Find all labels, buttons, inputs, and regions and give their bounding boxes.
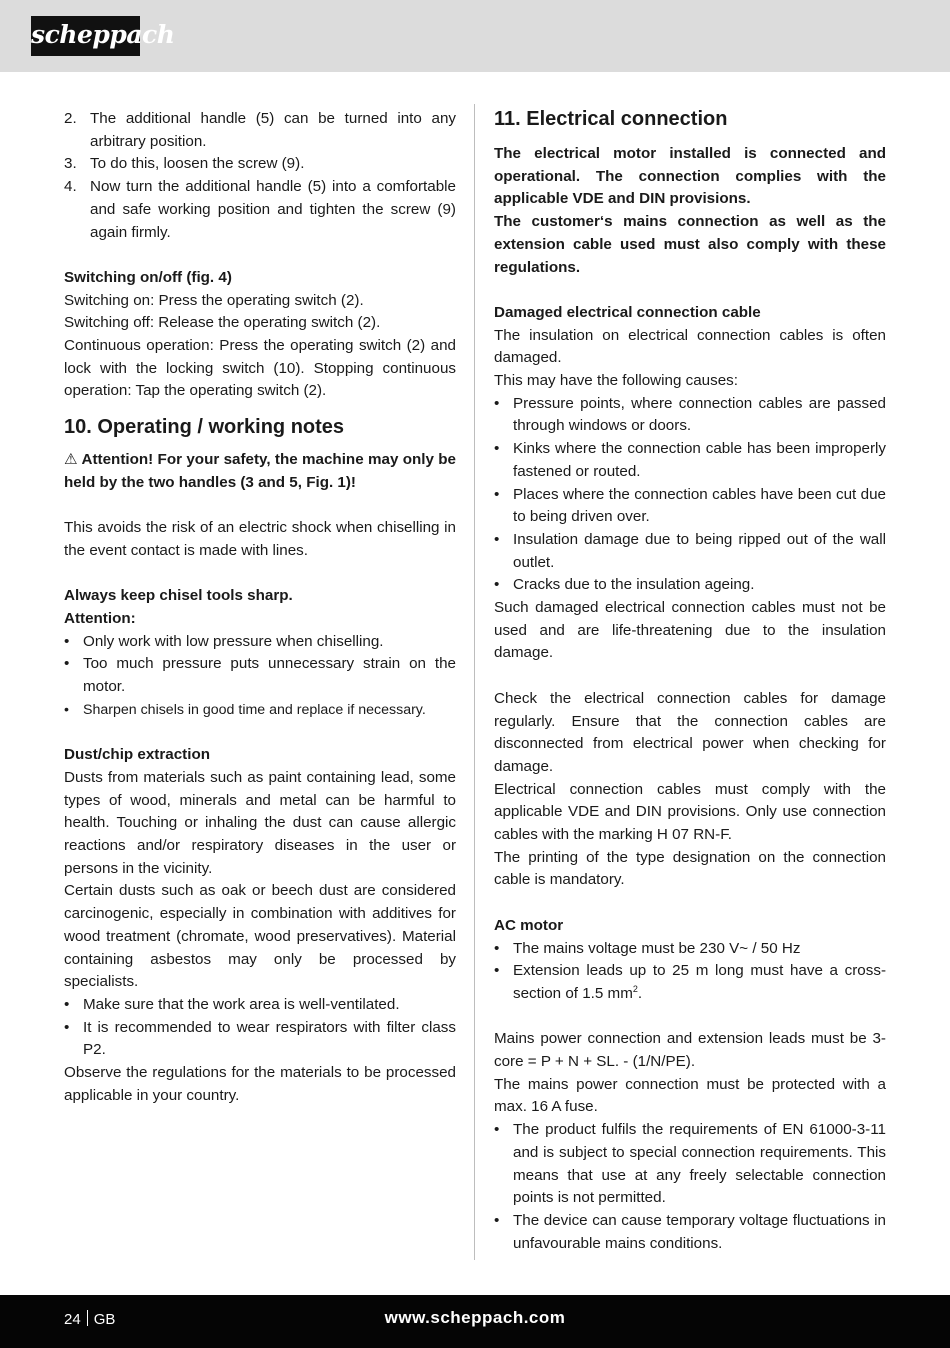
list-item: 2. The additional handle (5) can be turned into any arbitrary position. bbox=[64, 110, 456, 150]
mains-bullets bbox=[494, 1119, 886, 1255]
damage-causes-list bbox=[494, 393, 886, 597]
list-item: • Too much pressure puts unnecessary strain on the motor. bbox=[64, 653, 456, 698]
list-item: • Make sure that the work area is well-ventilated. bbox=[64, 994, 456, 1017]
list-item: • The device can cause temporary voltage fluctuations in unfavourable mains conditions. bbox=[494, 1210, 886, 1255]
chisel-bullets bbox=[64, 631, 456, 722]
ac-motor-title: AC motor bbox=[494, 916, 564, 934]
right-column bbox=[494, 108, 886, 1255]
continuous-operation-text: Continuous operation: Press the operating switch (2) and lock with the locking switch (10). Stopping continuous operation: Tap the operating switch (2). bbox=[64, 337, 456, 400]
list-item: • The product fulfils the requirements of EN 61000-3-11 and is subject to special connection requirements. This means that use at any freely selectable connection points is not permitted. bbox=[494, 1119, 886, 1210]
left-column bbox=[64, 108, 456, 1107]
list-item: • Only work with low pressure when chiselling. bbox=[64, 631, 456, 654]
dust-paragraph-3: Observe the regulations for the materials to be processed applicable in your country. bbox=[64, 1064, 456, 1104]
dust-title: Dust/chip extraction bbox=[64, 746, 210, 764]
list-item: • Kinks where the connection cable has been improperly fastened or routed. bbox=[494, 438, 886, 483]
website-url[interactable]: www.scheppach.com bbox=[384, 1308, 566, 1327]
dust-paragraph-1: Dusts from materials such as paint containing lead, some types of wood, minerals and metal can be harmful to health. Touching or inhaling the dust can cause allergic reactions and/or respiratory diseases in the user or persons in the vicinity. bbox=[64, 768, 456, 877]
mains-paragraph-2: The mains power connection must be protected with a max. 16 A fuse. bbox=[494, 1075, 886, 1116]
handle-steps-list bbox=[64, 108, 456, 244]
damaged-cable-title: Damaged electrical connection cable bbox=[494, 303, 761, 321]
switching-off-text: Switching off: Release the operating switch (2). bbox=[64, 314, 381, 332]
list-item: 3. To do this, loosen the screw (9). bbox=[64, 155, 305, 173]
intro-paragraph-1: The electrical motor installed is connected and operational. The connection complies with the applicable VDE and DIN provisions. bbox=[494, 145, 886, 208]
mains-paragraph-1: Mains power connection and extension leads must be 3-core = P + N + SL. - (1/N/PE). bbox=[494, 1030, 886, 1071]
list-item: • Insulation damage due to being ripped out of the wall outlet. bbox=[494, 529, 886, 574]
scheppach-logo: scheppach bbox=[31, 16, 140, 56]
switching-on-text: Switching on: Press the operating switch (2). bbox=[64, 291, 364, 309]
damaged-paragraph-3: Such damaged electrical connection cables must not be used and are life-threatening due to the insulation damage. bbox=[494, 599, 886, 662]
warning-triangle-icon: ⚠ bbox=[64, 451, 78, 469]
page-number-label: 24 GB bbox=[64, 1311, 116, 1328]
damaged-paragraph-1: The insulation on electrical connection cables is often damaged. bbox=[494, 326, 886, 367]
section-10-heading: 10. Operating / working notes bbox=[64, 416, 345, 439]
attention-note: ⚠ Attention! For your safety, the machine may only be held by the two handles (3 and 5, Fig. 1)! bbox=[64, 451, 457, 491]
list-item: • Extension leads up to 25 m long must have a cross-section of 1.5 $mm^2$. bbox=[494, 960, 886, 1005]
list-item: • Pressure points, where connection cables are passed through windows or doors. bbox=[494, 393, 886, 438]
shock-text: This avoids the risk of an electric shock when chiselling in the event contact is made with lines. bbox=[64, 519, 456, 559]
section-11-heading: 11. Electrical connection bbox=[494, 108, 728, 130]
column-divider bbox=[474, 104, 475, 1260]
list-item: • Sharpen chisels in good time and replace if necessary. bbox=[64, 699, 456, 722]
switching-title: Switching on/off (fig. 4) bbox=[64, 268, 232, 286]
dust-paragraph-2: Certain dusts such as oak or beech dust are considered carcinogenic, especially in combination with additives for wood treatment (chromate, wood preservatives). Material containing asbestos may only be processed by specialists. bbox=[64, 882, 456, 991]
page-header bbox=[0, 0, 950, 72]
list-item: • The mains voltage must be 230 V~ / 50 Hz bbox=[494, 938, 886, 961]
sharp-tools-title: Always keep chisel tools sharp. bbox=[64, 587, 293, 605]
page-footer bbox=[0, 1295, 950, 1348]
list-item: • Cracks due to the insulation ageing. bbox=[494, 574, 886, 597]
list-item: • It is recommended to wear respirators with filter class P2. bbox=[64, 1017, 456, 1062]
intro-paragraph-2: The customer‘s mains connection as well as the extension cable used must also comply with these regulations. bbox=[494, 213, 886, 276]
damaged-paragraph-2: This may have the following causes: bbox=[494, 372, 738, 390]
check-paragraph-2: Electrical connection cables must comply with the applicable VDE and DIN provisions. Only use connection cables with the marking H 07 RN-F. bbox=[494, 780, 886, 844]
list-item: • Places where the connection cables have been cut due to being driven over. bbox=[494, 484, 886, 529]
ac-motor-bullets bbox=[494, 938, 886, 1006]
list-item: 4. Now turn the additional handle (5) into a comfortable and safe working position and tighten the screw (9) again firmly. bbox=[64, 178, 456, 241]
check-paragraph-3: The printing of the type designation on the connection cable is mandatory. bbox=[494, 848, 886, 889]
attention-label: Attention: bbox=[64, 610, 136, 628]
check-paragraph-1: Check the electrical connection cables for damage regularly. Ensure that the connection cables are disconnected from electrical power when checking for damage. bbox=[494, 689, 886, 775]
dust-bullets bbox=[64, 994, 456, 1062]
